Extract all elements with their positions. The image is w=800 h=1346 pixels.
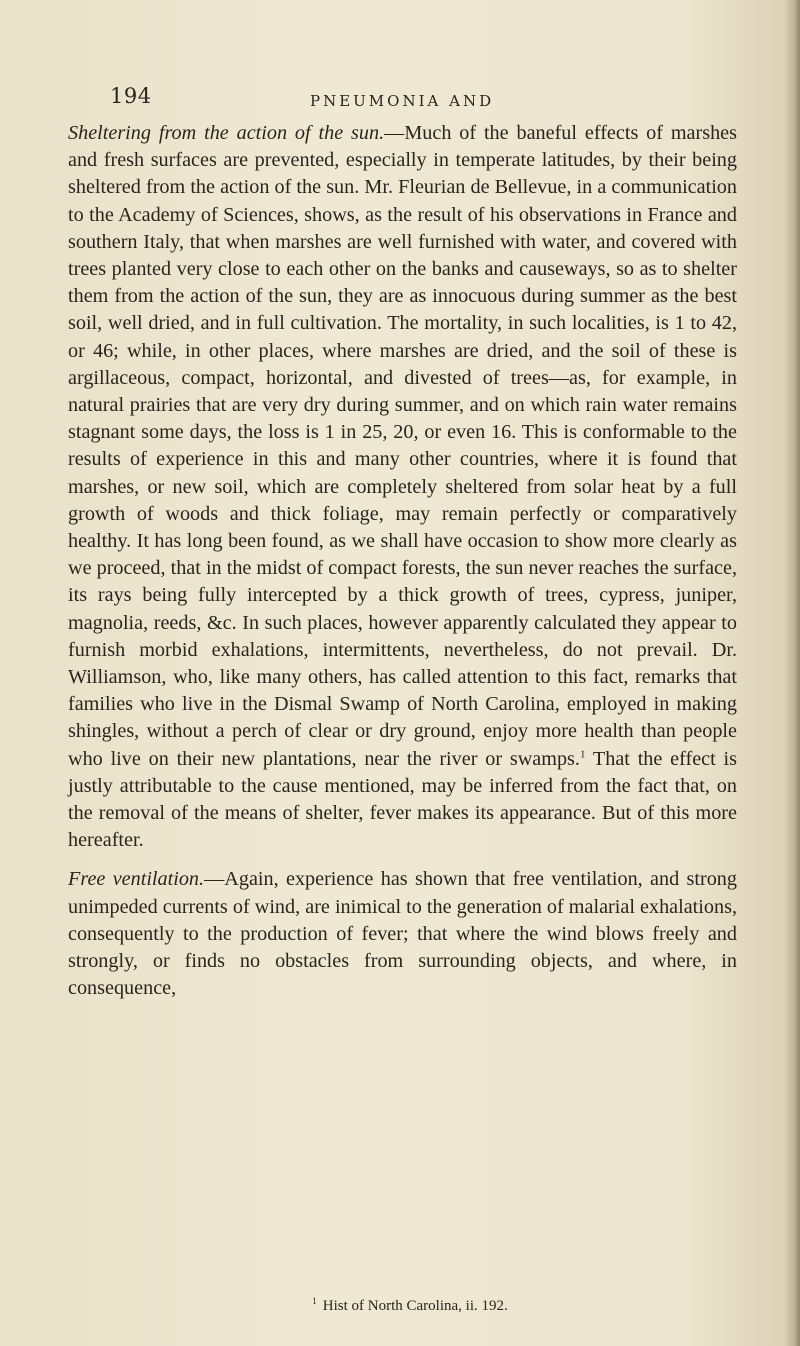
paragraph-ventilation — [52, 866, 737, 1002]
footnote-ref: 1 — [579, 747, 586, 760]
page-edge-shadow — [784, 0, 800, 1346]
footnote-text: Hist of North Carolina, ii. 192. — [322, 1298, 508, 1314]
paragraph-text-continued: That the effect is justly attributable to the cause mentioned, may be inferred from the fact that, on the removal of the means of shelter, fever makes its appearance. But of this more hereafter. — [68, 747, 737, 852]
body-text — [52, 120, 737, 1003]
page-number: 194 — [110, 84, 152, 108]
footnote-mark: 1 — [312, 1296, 317, 1306]
running-head: PNEUMONIA AND — [310, 92, 495, 110]
paragraph-lead: Free ventilation. — [68, 868, 205, 891]
paragraph-text: —Again, experience has shown that free ventilation, and strong unimpeded currents of wind, are inimical to the generation of malarial exhalations, consequently to the production of fever; that where the wind blows freely and strongly, or finds no obstacles from surrounding objects, and where, in consequence, — [68, 868, 737, 1000]
paragraph-lead: Sheltering from the action of the sun. — [68, 122, 385, 144]
paragraph-text: —Much of the baneful effects of marshes and fresh surfaces are prevented, especially in temperate latitudes, by their being sheltered from the action of the sun. Mr. Fleurian de Bellevue, in a communication to the Academy of Sciences, shows, as the result of his observations in France and southern Italy, that when marshes are well furnished with water, and covered with trees planted very close to each other on the banks and causeways, so as to shelter them from the action of the sun, they are as innocuous during summer as the best soil, well dried, and in full cultivation. The mortality, in such localities, is 1 to 42, or 46; while, in other places, where marshes are dried, and the soil of these is argillaceous, compact, horizontal, and divested of trees—as, for example, in natural prairies that are very dry during summer, and on which rain water remains stagnant some days, the loss is 1 in 25, 20, or even 16. This is conformable to the results of experience in this and many other countries, where it is found that marshes, or new soil, which are completely sheltered from solar heat by a full growth of woods and thick foliage, may remain perfectly or comparatively healthy. It has long been found, as we shall have occasion to show more clearly as we proceed, that in the midst of compact forests, the sun never reaches the surface, its rays being fully intercepted by a thick growth of trees, cypress, juniper, magnolia, reeds, &c. In such places, however apparently calculated they appear to furnish morbid exhalations, intermittents, nevertheless, do not prevail. Dr. Williamson, who, like many others, has called attention to this fact, remarks that families who live in the Dismal Swamp of North Carolina, employed in making shingles, without a perch of clear or dry ground, enjoy more health than people who live on their new plantations, near the river or swamps. — [68, 122, 737, 770]
paragraph-sheltering — [52, 120, 737, 854]
footnote — [110, 1298, 710, 1315]
